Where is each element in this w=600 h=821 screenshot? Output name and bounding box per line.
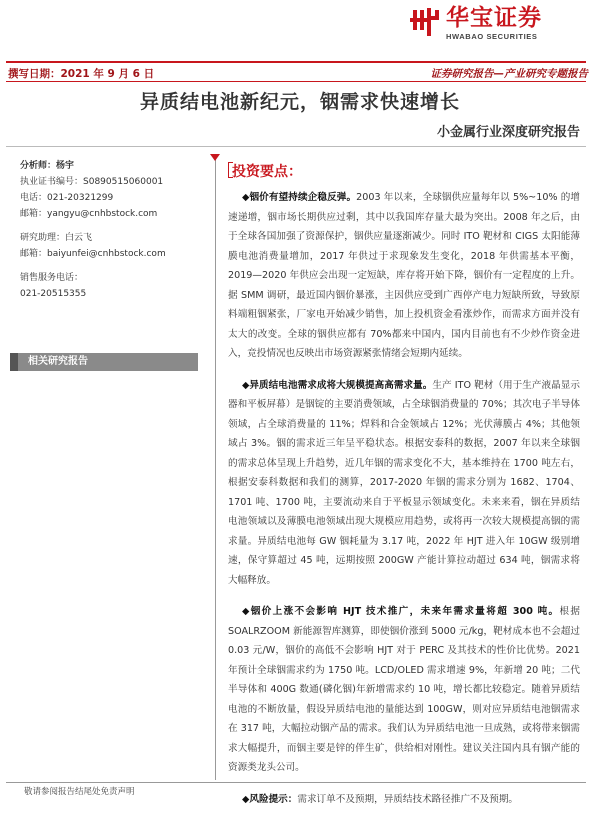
analyst-name: 分析师：杨宇 <box>20 161 75 171</box>
sales-phone: 021-20515355 <box>20 289 87 299</box>
point-4: ◆风险提示：需求订单不及预期，异质结技术路径推广不及预期。 <box>242 793 519 805</box>
assistant-name: 研究助理：白云飞 <box>20 233 93 243</box>
analyst-info <box>20 158 210 302</box>
report-date: 撰写日期：2021 年 9 月 6 日 <box>8 68 155 80</box>
analyst-email[interactable]: 邮箱：yangyu@cnhbstock.com <box>20 209 158 219</box>
analyst-phone: 电话：021-20321299 <box>20 193 114 203</box>
footer-rule <box>6 782 586 783</box>
title-rule <box>6 146 586 147</box>
hwabao-logo-icon <box>410 6 442 38</box>
analyst-license: 执业证书编号：S0890515060001 <box>20 177 164 187</box>
report-series: 证券研究报告—产业研究专题报告 <box>430 68 588 80</box>
point-3: ◆铟价上涨不会影响 HJT 技术推广，未来年需求量将超 300 吨。根据 SOALRZOOM 新能源智库测算，即使铟价涨到 5000 元/kg，靶材成本也不会超过 0.03 元/W，铟价的高低不会影响 HJT 对于 PERC 及其技术的性价比优势。2021 年预计全球铟需求约为 1750 吨。LCD/OLED 需求增速 9%，年新增 20 吨；二代半导体和 400G 数通(磷化铟)年新增需求约 10 吨，增长都比较稳定。随着异质结电池的不断放量，假设异质结电池的量能达到 100GW，则对应异质结电池铟需求在 317 吨，大幅拉动铟产品的需求。我们认为异质结电池一旦成熟，或将带来铟需求大幅提升，而铟主要是锌的伴生矿，供给相对刚性。建议关注国内具有铟产能的资源类龙头公司。 <box>228 606 581 773</box>
investment-points <box>228 188 580 821</box>
brand-name-cn: 华宝证券 <box>446 5 542 31</box>
divider-marker-icon <box>210 154 220 161</box>
brand-logo <box>410 6 542 41</box>
point-2: ◆异质结电池需求成将大规模提高高需求量。生产 ITO 靶材（用于生产液晶显示器和平板屏幕）是铟锭的主要消费领域，占全球铟消费量的 70%；其次电子半导体领域，占全球消费量的 11%；焊料和合金领域占 12%；光伏薄膜占 4%；其他领域占 3%。铟的需求近三年呈平稳状态。根据安泰科的数据，2007 年以来全球铟的需求总体呈现上升趋势，近几年铟的需求变化不大，基本维持在 1700 吨左右，根据安泰科数据和我们的测算，2017-2020 年铟的需求分别为 1682、1704、1701 吨、1700 吨，主要流动来自于平板显示领域变化。未来来看，铟在异质结电池领域以及薄膜电池领域出现大规模应用趋势，或将再一次较大规模提高铟的需求量。异质结电池每 GW 铟耗量为 3.17 吨，2022 年 HJT 进入年 10GW 级别增速，保守算超过 45 吨，远期按照 200GW 产能计算拉动超过 634 吨，铟需求将大幅释放。 <box>228 379 580 586</box>
brand-name-en: HWABAO SECURITIES <box>446 32 538 41</box>
header-rule-2 <box>6 81 586 82</box>
sales-label: 销售服务电话： <box>20 273 84 283</box>
assistant-email[interactable]: 邮箱：baiyunfei@cnhbstock.com <box>20 249 166 259</box>
page-subtitle: 小金属行业深度研究报告 <box>436 125 580 140</box>
disclaimer-note: 敬请参阅报告结尾处免责声明 <box>24 787 135 797</box>
header-rule <box>6 61 586 63</box>
page-title: 异质结电池新纪元，铟需求快速增长 <box>139 91 460 113</box>
investment-heading: 投资要点： <box>232 164 302 180</box>
column-divider <box>215 158 216 780</box>
point-1: ◆铟价有望持续企稳反弹。2003 年以来，全球铟供应量每年以 5%~10% 的增速递增，铟市场长期供应过剩，其中以我国库存量大最为突出。2008 年之后，由于全球各国加强了资源保护，铟供应量逐渐减少。同时 ITO 靶材和 CIGS 太阳能薄膜电池消费量增加，2017 年供过于求现象发生变化，2018 年供需基本平衡，2019—2020 年供应会出现一定短缺，库存将开始下降，铟价有一定程度的上升。据 SMM 调研，最近国内铟价暴涨，主因供应受到广西停产电力短缺所致，导致原料端粗铟紧张，厂家电开始减少销售，加上投机资金看涨炒作，而需求方面并没有太大的改变。全球的铟供应都有 70%都来中国内，国内目前也有不少炒作资金进入，竞投情况也反映出市场资源紧张情绪会短期内延续。 <box>228 192 580 359</box>
related-reports-header: 相关研究报告 <box>14 353 198 371</box>
